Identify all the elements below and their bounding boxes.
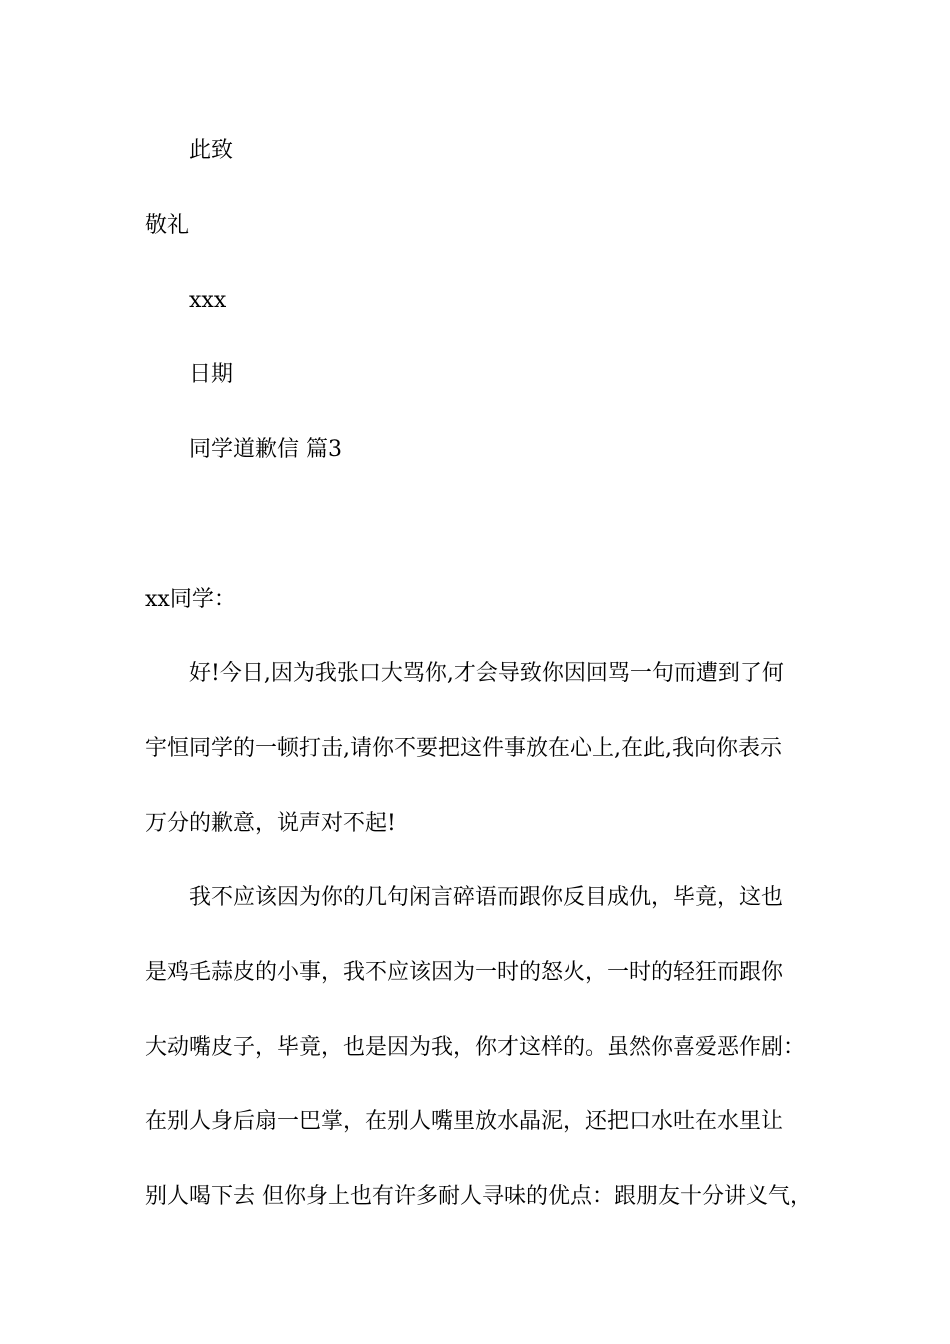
signature: xxx (189, 288, 227, 313)
paragraph-line: 我不应该因为你的几句闲言碎语而跟你反目成仇，毕竟，这也 (189, 885, 784, 910)
paragraph-line: 在别人身后扇一巴掌，在别人嘴里放水晶泥，还把口水吐在水里让 (145, 1109, 784, 1134)
section-title: 同学道歉信 篇3 (189, 437, 342, 462)
paragraph-line: 宇恒同学的一顿打击,请你不要把这件事放在心上,在此,我向你表示 (145, 736, 782, 761)
letter-salutation: xx同学： (145, 587, 236, 612)
paragraph-line: 好!今日,因为我张口大骂你,才会导致你因回骂一句而遭到了何 (189, 661, 784, 686)
closing-ci-zhi: 此致 (189, 138, 234, 163)
paragraph-line: 是鸡毛蒜皮的小事，我不应该因为一时的怒火，一时的轻狂而跟你 (145, 960, 784, 985)
paragraph-line: 别人喝下去 但你身上也有许多耐人寻味的优点：跟朋友十分讲义气， (145, 1184, 812, 1209)
closing-jing-li: 敬礼 (145, 213, 190, 238)
date-label: 日期 (189, 362, 234, 387)
paragraph-line: 万分的歉意，说声对不起! (145, 811, 396, 836)
paragraph-line: 大动嘴皮子，毕竟，也是因为我，你才这样的。虽然你喜爱恶作剧： (145, 1035, 806, 1060)
